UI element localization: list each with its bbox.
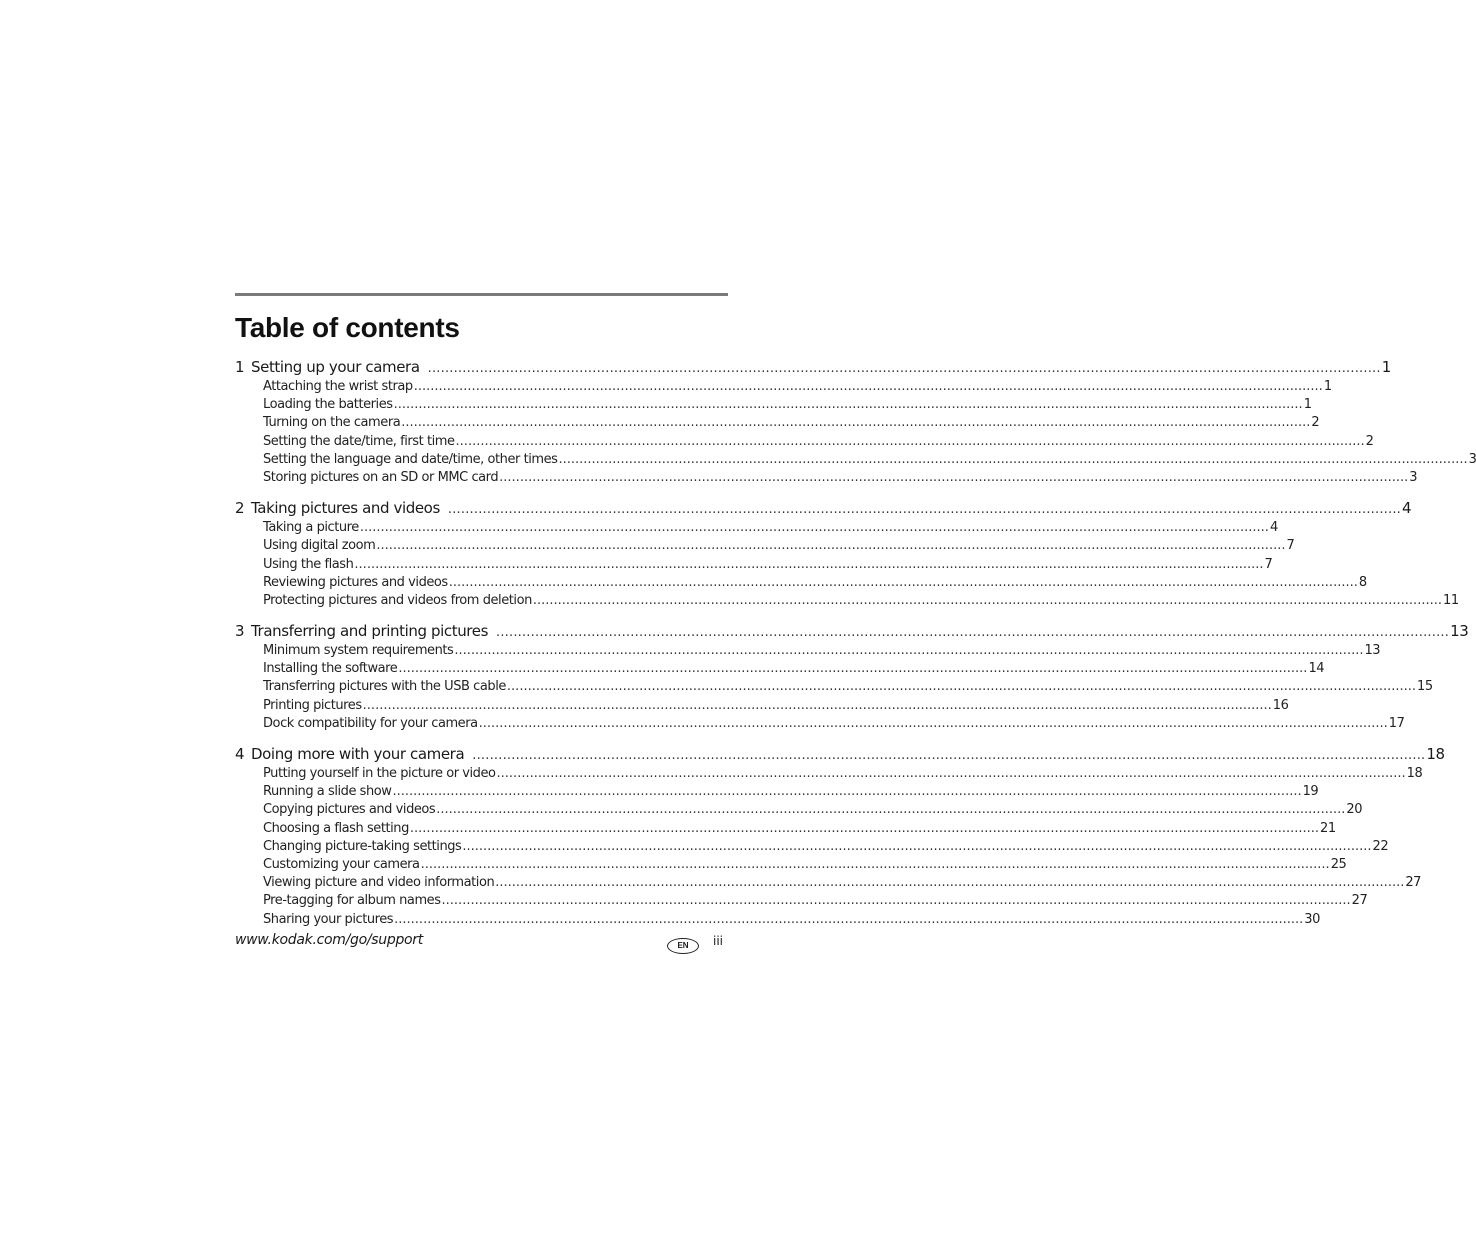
dot-leader: ............................................................................................................................................................................................................................: [436, 802, 1346, 818]
dot-leader: ............................................................................................................................................................................................................................: [401, 415, 1311, 431]
toc-section-entry[interactable]: [235, 469, 1418, 488]
section-page-number: 2: [1365, 433, 1374, 449]
toc-section-entry[interactable]: [235, 643, 1381, 661]
section-title: Installing the software: [263, 661, 398, 677]
section-title: Setting the date/time, first time: [263, 433, 455, 449]
dot-leader: ............................................................................................................................................................................................................................: [427, 361, 1381, 376]
dot-leader: ............................................................................................................................................................................................................................: [409, 820, 1320, 836]
section-title: Printing pictures: [263, 697, 362, 713]
chapter-page-number: 1: [1381, 358, 1391, 376]
dot-leader: ............................................................................................................................................................................................................................: [495, 875, 1405, 891]
dot-leader: ............................................................................................................................................................................................................................: [447, 502, 1401, 518]
chapter-title: Doing more with your camera: [251, 745, 465, 763]
toc-section-entry[interactable]: [235, 415, 1320, 433]
toc-section-entry[interactable]: [235, 893, 1368, 911]
dot-leader: ............................................................................................................................................................................................................................: [413, 379, 1323, 394]
toc-section-entry[interactable]: [235, 397, 1312, 415]
dot-leader: ............................................................................................................................................................................................................................: [532, 592, 1442, 608]
section-title: Storing pictures on an SD or MMC card: [263, 469, 499, 485]
dot-leader: ............................................................................................................................................................................................................................: [478, 715, 1388, 731]
section-title: Transferring pictures with the USB cable: [263, 679, 506, 695]
language-badge: EN: [667, 938, 699, 954]
section-title: Dock compatibility for your camera: [263, 715, 478, 731]
toc-section-entry[interactable]: [235, 556, 1273, 575]
dot-leader: ............................................................................................................................................................................................................................: [392, 784, 1302, 800]
section-title: Customizing your camera: [263, 856, 420, 872]
chapter-title: Setting up your camera: [251, 358, 420, 376]
dot-leader: ............................................................................................................................................................................................................................: [354, 556, 1264, 572]
toc-chapter-entry[interactable]: [235, 499, 1412, 520]
toc-section-entry[interactable]: [235, 520, 1278, 538]
dot-leader: ............................................................................................................................................................................................................................: [394, 911, 1304, 927]
section-page-number: 30: [1304, 911, 1320, 927]
section-page-number: 8: [1358, 574, 1367, 590]
toc-section-entry[interactable]: [235, 592, 1459, 611]
dot-leader: ............................................................................................................................................................................................................................: [393, 397, 1303, 413]
section-page-number: 20: [1346, 802, 1363, 818]
chapter-number: 4: [235, 745, 245, 763]
dot-leader: ............................................................................................................................................................................................................................: [499, 469, 1409, 485]
section-page-number: 27: [1405, 875, 1422, 891]
section-title: Setting the language and date/time, other times: [263, 451, 558, 467]
section-page-number: 2: [1311, 415, 1320, 431]
section-title: Protecting pictures and videos from deletion: [263, 592, 532, 608]
section-title: Pre-tagging for album names: [263, 893, 441, 909]
toc-section-entry[interactable]: [235, 911, 1320, 930]
chapter-title: Transferring and printing pictures: [251, 622, 488, 641]
section-title: Sharing your pictures: [263, 911, 394, 927]
toc-chapter-2: [235, 499, 1459, 611]
toc-section-entry[interactable]: [235, 574, 1367, 593]
section-title: Running a slide show: [263, 784, 392, 800]
section-page-number: 3: [1468, 451, 1476, 467]
toc-section-entry[interactable]: [235, 766, 1423, 784]
page-title: Table of contents: [235, 312, 460, 343]
page-footer: [235, 932, 723, 952]
dot-leader: ............................................................................................................................................................................................................................: [496, 766, 1406, 781]
dot-leader: ............................................................................................................................................................................................................................: [441, 893, 1351, 909]
section-page-number: 21: [1320, 820, 1336, 836]
section-title: Attaching the wrist strap: [263, 379, 413, 394]
toc-chapter-3: [235, 622, 1469, 734]
section-page-number: 3: [1409, 469, 1418, 485]
section-page-number: 17: [1388, 715, 1405, 731]
toc-chapter-1: [235, 358, 1476, 488]
section-title: Viewing picture and video information: [263, 875, 495, 891]
dot-leader: ............................................................................................................................................................................................................................: [462, 838, 1372, 854]
toc-section-entry[interactable]: [235, 661, 1325, 679]
dot-leader: ............................................................................................................................................................................................................................: [506, 679, 1417, 695]
dot-leader: ............................................................................................................................................................................................................................: [359, 520, 1269, 536]
section-page-number: 1: [1303, 397, 1312, 413]
section-page-number: 27: [1351, 893, 1368, 909]
section-page-number: 13: [1364, 643, 1381, 659]
chapter-title: Taking pictures and videos: [251, 499, 440, 518]
section-page-number: 25: [1330, 856, 1347, 872]
dot-leader: ............................................................................................................................................................................................................................: [454, 643, 1364, 659]
section-title: Putting yourself in the picture or video: [263, 766, 496, 781]
section-page-number: 19: [1302, 784, 1319, 800]
chapter-number: 3: [235, 622, 245, 641]
chapter-number: 2: [235, 499, 245, 518]
section-page-number: 22: [1372, 838, 1389, 854]
toc-section-entry[interactable]: [235, 433, 1374, 452]
section-page-number: 14: [1308, 661, 1325, 677]
dot-leader: ............................................................................................................................................................................................................................: [448, 574, 1358, 590]
header-rule: [235, 293, 728, 296]
toc-section-entry[interactable]: [235, 715, 1405, 734]
chapter-page-number: 4: [1402, 499, 1412, 518]
toc-section-entry[interactable]: [235, 451, 1476, 470]
toc-chapter-entry[interactable]: [235, 358, 1391, 379]
section-page-number: 1: [1323, 379, 1332, 394]
toc-section-entry[interactable]: [235, 875, 1422, 893]
toc-section-entry[interactable]: [235, 697, 1289, 716]
toc-chapter-entry[interactable]: [235, 622, 1469, 643]
dot-leader: ............................................................................................................................................................................................................................: [420, 856, 1330, 872]
page-number: iii: [712, 934, 723, 948]
dot-leader: ............................................................................................................................................................................................................................: [362, 697, 1272, 713]
section-page-number: 7: [1286, 538, 1295, 554]
toc-section-entry[interactable]: [235, 538, 1295, 556]
dot-leader: ............................................................................................................................................................................................................................: [558, 451, 1468, 467]
section-page-number: 11: [1443, 592, 1459, 608]
section-title: Copying pictures and videos: [263, 802, 436, 818]
toc-section-entry[interactable]: [235, 379, 1332, 397]
section-title: Taking a picture: [263, 520, 359, 536]
section-page-number: 4: [1269, 520, 1278, 536]
toc-section-entry[interactable]: [235, 820, 1336, 839]
chapter-number: 1: [235, 358, 245, 376]
dot-leader: ............................................................................................................................................................................................................................: [398, 661, 1308, 677]
toc-section-entry[interactable]: [235, 838, 1389, 857]
chapter-page-number: 18: [1426, 745, 1445, 763]
dot-leader: ............................................................................................................................................................................................................................: [376, 538, 1286, 554]
support-url-link[interactable]: www.kodak.com/go/support: [235, 932, 423, 948]
section-title: Using digital zoom: [263, 538, 376, 554]
toc-section-entry[interactable]: [235, 856, 1347, 875]
dot-leader: ............................................................................................................................................................................................................................: [455, 433, 1365, 449]
section-page-number: 16: [1272, 697, 1289, 713]
toc-chapter-entry[interactable]: [235, 745, 1445, 766]
section-title: Changing picture-taking settings: [263, 838, 462, 854]
chapter-page-number: 13: [1450, 622, 1469, 641]
toc-chapter-4: [235, 745, 1445, 930]
section-title: Turning on the camera: [263, 415, 401, 431]
section-page-number: 7: [1264, 556, 1273, 572]
section-title: Loading the batteries: [263, 397, 393, 413]
toc-section-entry[interactable]: [235, 784, 1319, 802]
section-title: Using the flash: [263, 556, 354, 572]
dot-leader: ............................................................................................................................................................................................................................: [472, 748, 1426, 763]
section-page-number: 15: [1417, 679, 1433, 695]
section-title: Minimum system requirements: [263, 643, 454, 659]
section-title: Choosing a flash setting: [263, 820, 409, 836]
dot-leader: ............................................................................................................................................................................................................................: [495, 625, 1450, 641]
section-page-number: 18: [1406, 766, 1423, 781]
toc-section-entry[interactable]: [235, 802, 1363, 820]
toc-section-entry[interactable]: [235, 679, 1433, 697]
section-title: Reviewing pictures and videos: [263, 574, 448, 590]
